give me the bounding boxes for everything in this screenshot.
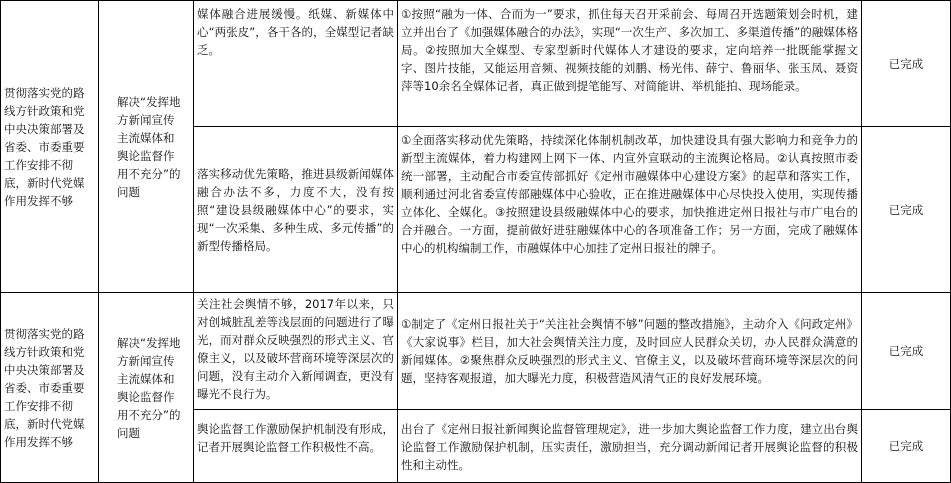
problem-text: 媒体融合进展缓慢。纸媒、新媒体中心“两张皮”，各干各的，全媒型记者缺乏。 xyxy=(197,7,394,57)
measure-cell xyxy=(397,0,861,126)
task-cell xyxy=(98,292,193,483)
problem-text: 舆论监督工作激励保护机制没有形成，记者开展舆论监督工作积极性不高。 xyxy=(197,422,394,454)
measure-text: 出台了《定州日报社新闻舆论监督管理规定》，进一步加大舆论监督工作力度，建立出台舆论监督工作激励保护机制，压实责任，激励担当，充分调动新闻记者开展舆论监督的积极性和主动性。 xyxy=(401,422,858,472)
status-cell xyxy=(861,126,951,292)
problem-cell xyxy=(193,292,397,409)
problem-text: 关注社会舆情不够，2017年以来，只对创城脏乱差等浅层面的问题进行了曝光，而对群众反映强烈的形式主义、官僚主义，以及破坏营商环境等深层次的问题，没有主动介入新闻调查，更没有曝光不良行为。 xyxy=(197,297,394,401)
status-text: 已完成 xyxy=(888,202,924,217)
issue-category-text: 贯彻落实党的路线方针政策和党中央决策部署及省委、市委重要工作安排不彻底，新时代党媒作用发挥不够 xyxy=(4,85,85,208)
issue-category-cell xyxy=(0,292,98,483)
problem-cell xyxy=(193,409,397,483)
status-cell xyxy=(861,0,951,126)
problem-cell xyxy=(193,0,397,126)
status-cell xyxy=(861,292,951,409)
problem-cell xyxy=(193,126,397,292)
measure-cell xyxy=(397,126,861,292)
issue-category-text: 贯彻落实党的路线方针政策和党中央决策部署及省委、市委重要工作安排不彻底，新时代党媒作用发挥不够 xyxy=(4,326,85,449)
task-cell xyxy=(98,0,193,292)
issue-category-cell xyxy=(0,0,98,292)
status-text: 已完成 xyxy=(888,56,924,71)
status-text: 已完成 xyxy=(888,439,924,453)
measure-cell xyxy=(397,292,861,409)
measure-cell xyxy=(397,409,861,483)
measure-text: ①按照“融为一体、合而为一”要求，抓住每天召开采前会、每周召开选题策划会时机，建立并出台了《加强媒体融合的办法》，实现“一次生产、多次加工、多渠道传播”的融媒体格局。②按照加大全媒型、专家型新时代媒体人才建设的要求，定向培养一批既能掌握文字、图片技能，又能运用音频、视频技能的刘鹏、杨光伟、薛宁、鲁丽华、张玉凤、聂资萍等10余名全媒体记者，真正做到提笔能写、对简能讲、举机能拍、现场能录。 xyxy=(401,7,858,93)
measure-text: ①全面落实移动优先策略，持续深化体制机制改革，加快建设具有强大影响力和竞争力的新型主流媒体，着力构建网上网下一体、内宣外宣联动的主流舆论格局。②认真按照市委统一部署，主动配合市委宣传部抓好《定州市融媒体中心建设方案》的起草和落实工作，顺利通过河北省委宣传部融媒体中心验收，正在推进融媒体中心尽快投入使用，实现传播立体化、全媒化。③按照建设县级融媒体中心的要求，加快推进定州日报社与市广电台的合并融合。一方面，提前做好进驻融媒体中心的各项准备工作；另一方面，完成了融媒体中心的机构编制工作，市融媒体中心加挂了定州日报社的牌子。 xyxy=(401,133,858,255)
status-cell xyxy=(861,409,951,483)
status-text: 已完成 xyxy=(888,344,924,358)
task-text: 解决“发挥地方新闻宣传主流媒体和舆论监督作用不充分”的问题 xyxy=(117,335,181,440)
task-text: 解决“发挥地方新闻宣传主流媒体和舆论监督作用不充分”的问题 xyxy=(117,94,181,199)
measure-text: ①制定了《定州日报社关于“关注社会舆情不够”问题的整改措施》，主动介入《问政定州》《大家说事》栏目，加大社会舆情关注力度，及时回应人民群众关切，办人民群众满意的新闻媒体。②聚焦群众反映强烈的形式主义、官僚主义，以及破坏营商环境等深层次的问题，坚持客观报道，加大曝光力度，积极营造风清气正的良好发展环境。 xyxy=(401,317,858,385)
problem-text: 落实移动优先策略，推进县级新闻媒体融合办法不多，力度不大，没有按照“建设县级融媒体中心”的要求，实现“一次采集、多种生成、多元传播”的新型传播格局。 xyxy=(197,166,394,253)
